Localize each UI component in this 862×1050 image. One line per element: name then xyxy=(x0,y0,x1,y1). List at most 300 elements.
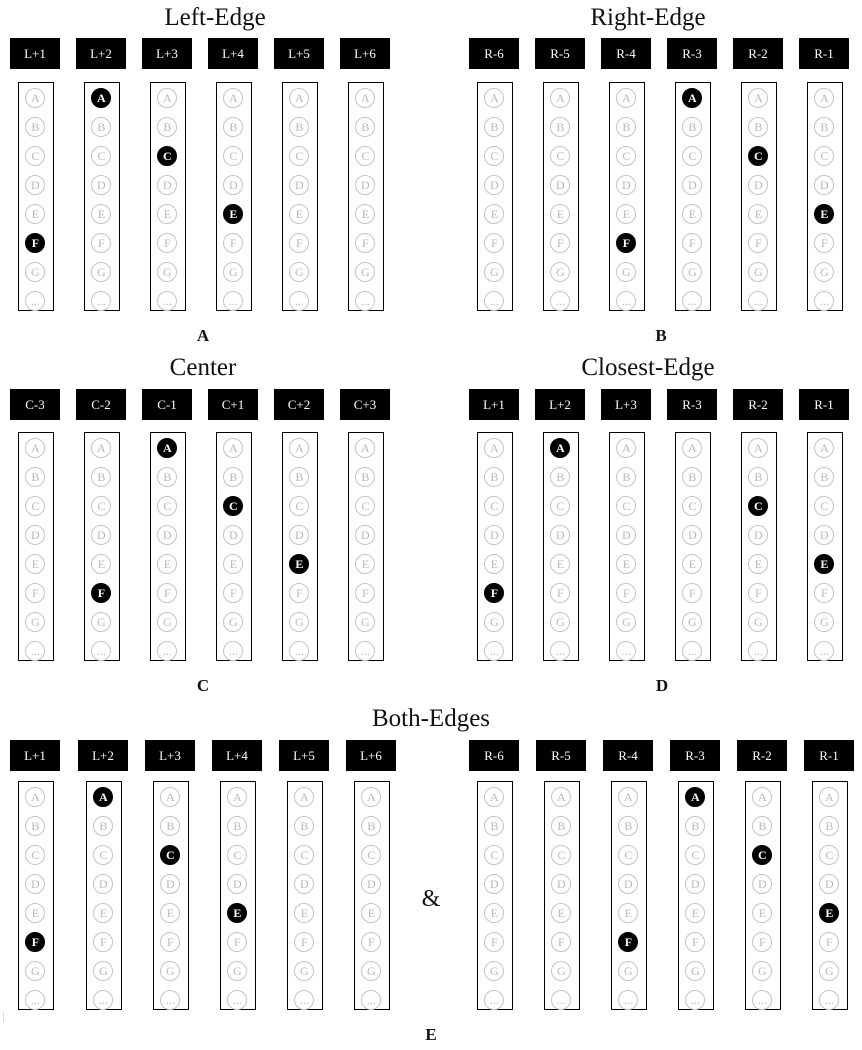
empty-slot-a: A xyxy=(748,438,768,458)
empty-slot-c: C xyxy=(223,146,243,166)
empty-slot-a: A xyxy=(682,438,702,458)
slot-column-e-right-5 xyxy=(812,781,848,1010)
empty-slot-a: A xyxy=(819,787,839,807)
slot-column-e-left-5 xyxy=(354,781,390,1010)
empty-slot-e: E xyxy=(91,554,111,574)
empty-slot-more: ... xyxy=(223,641,243,661)
column-label-b-3: R-3 xyxy=(667,38,717,69)
empty-slot-d: D xyxy=(91,175,111,195)
slot-column-e-right-1 xyxy=(544,781,580,1010)
empty-slot-c: C xyxy=(484,845,504,865)
slot-column-a-2 xyxy=(150,82,186,311)
empty-slot-g: G xyxy=(160,961,180,981)
empty-slot-f: F xyxy=(157,583,177,603)
empty-slot-d: D xyxy=(814,525,834,545)
panel-letter-b: B xyxy=(655,326,667,345)
slot-column-c-5 xyxy=(348,432,384,661)
empty-slot-f: F xyxy=(682,233,702,253)
empty-slot-b: B xyxy=(294,816,314,836)
empty-slot-g: G xyxy=(618,961,638,981)
empty-slot-d: D xyxy=(551,874,571,894)
empty-slot-f: F xyxy=(550,583,570,603)
empty-slot-e: E xyxy=(355,204,375,224)
empty-slot-c: C xyxy=(361,845,381,865)
empty-slot-more: ... xyxy=(93,990,113,1010)
empty-slot-d: D xyxy=(355,525,375,545)
empty-slot-g: G xyxy=(227,961,247,981)
filled-slot-e: E xyxy=(819,903,839,923)
slot-column-d-4 xyxy=(741,432,777,661)
slot-column-d-3 xyxy=(675,432,711,661)
empty-slot-c: C xyxy=(294,845,314,865)
empty-slot-f: F xyxy=(682,583,702,603)
column-label-e-right-5: R-1 xyxy=(804,740,854,771)
empty-slot-g: G xyxy=(752,961,772,981)
empty-slot-d: D xyxy=(355,175,375,195)
empty-slot-b: B xyxy=(223,467,243,487)
empty-slot-a: A xyxy=(361,787,381,807)
filled-slot-c: C xyxy=(160,845,180,865)
filled-slot-a: A xyxy=(685,787,705,807)
panel-title-left-edge: Left-Edge xyxy=(164,4,266,31)
empty-slot-c: C xyxy=(355,146,375,166)
empty-slot-f: F xyxy=(93,932,113,952)
filled-slot-e: E xyxy=(814,554,834,574)
empty-slot-a: A xyxy=(484,88,504,108)
empty-slot-d: D xyxy=(616,525,636,545)
empty-slot-d: D xyxy=(484,525,504,545)
empty-slot-more: ... xyxy=(616,641,636,661)
empty-slot-f: F xyxy=(484,932,504,952)
empty-slot-d: D xyxy=(616,175,636,195)
empty-slot-d: D xyxy=(25,525,45,545)
filled-slot-a: A xyxy=(91,88,111,108)
column-label-e-left-1: L+2 xyxy=(78,740,128,771)
empty-slot-d: D xyxy=(25,175,45,195)
column-label-e-left-0: L+1 xyxy=(10,740,60,771)
empty-slot-e: E xyxy=(682,204,702,224)
empty-slot-c: C xyxy=(682,146,702,166)
empty-slot-a: A xyxy=(25,438,45,458)
empty-slot-more: ... xyxy=(682,641,702,661)
empty-slot-more: ... xyxy=(91,641,111,661)
empty-slot-b: B xyxy=(355,117,375,137)
empty-slot-e: E xyxy=(25,903,45,923)
empty-slot-c: C xyxy=(25,146,45,166)
column-label-c-3: C+1 xyxy=(208,389,258,420)
empty-slot-c: C xyxy=(616,496,636,516)
empty-slot-c: C xyxy=(616,146,636,166)
column-label-c-1: C-2 xyxy=(76,389,126,420)
empty-slot-f: F xyxy=(484,233,504,253)
empty-slot-a: A xyxy=(814,438,834,458)
panel-letter-a: A xyxy=(196,326,210,345)
empty-slot-e: E xyxy=(616,554,636,574)
empty-slot-f: F xyxy=(361,932,381,952)
filled-slot-e: E xyxy=(227,903,247,923)
empty-slot-b: B xyxy=(814,467,834,487)
filled-slot-f: F xyxy=(616,233,636,253)
slot-column-e-right-2 xyxy=(611,781,647,1010)
column-label-a-2: L+3 xyxy=(142,38,192,69)
empty-slot-f: F xyxy=(227,932,247,952)
empty-slot-a: A xyxy=(814,88,834,108)
panel-title-center: Center xyxy=(169,354,237,381)
empty-slot-b: B xyxy=(752,816,772,836)
slot-column-c-0 xyxy=(18,432,54,661)
empty-slot-more: ... xyxy=(819,990,839,1010)
column-label-d-3: R-3 xyxy=(667,389,717,420)
empty-slot-d: D xyxy=(294,874,314,894)
slot-column-e-right-0 xyxy=(477,781,513,1010)
empty-slot-c: C xyxy=(91,496,111,516)
empty-slot-f: F xyxy=(160,932,180,952)
empty-slot-a: A xyxy=(223,88,243,108)
empty-slot-more: ... xyxy=(157,291,177,311)
panel-title-both-edges: Both-Edges xyxy=(371,705,491,732)
filled-slot-f: F xyxy=(25,932,45,952)
empty-slot-e: E xyxy=(484,554,504,574)
empty-slot-a: A xyxy=(91,438,111,458)
empty-slot-e: E xyxy=(551,903,571,923)
empty-slot-b: B xyxy=(484,117,504,137)
empty-slot-more: ... xyxy=(361,990,381,1010)
slot-column-a-3 xyxy=(216,82,252,311)
empty-slot-g: G xyxy=(25,262,45,282)
column-label-e-left-5: L+6 xyxy=(346,740,396,771)
column-label-c-2: C-1 xyxy=(142,389,192,420)
empty-slot-d: D xyxy=(819,874,839,894)
slot-column-c-2 xyxy=(150,432,186,661)
empty-slot-g: G xyxy=(157,262,177,282)
empty-slot-e: E xyxy=(685,903,705,923)
empty-slot-more: ... xyxy=(748,291,768,311)
empty-slot-more: ... xyxy=(618,990,638,1010)
empty-slot-d: D xyxy=(550,175,570,195)
empty-slot-e: E xyxy=(752,903,772,923)
empty-slot-e: E xyxy=(616,204,636,224)
empty-slot-g: G xyxy=(355,262,375,282)
empty-slot-g: G xyxy=(294,961,314,981)
empty-slot-more: ... xyxy=(355,291,375,311)
empty-slot-b: B xyxy=(93,816,113,836)
empty-slot-f: F xyxy=(355,583,375,603)
empty-slot-b: B xyxy=(819,816,839,836)
panel-letter-c: C xyxy=(196,676,210,695)
panel-letter-e: E xyxy=(425,1025,437,1044)
empty-slot-g: G xyxy=(223,262,243,282)
slot-column-e-left-2 xyxy=(153,781,189,1010)
empty-slot-f: F xyxy=(748,583,768,603)
empty-slot-b: B xyxy=(289,117,309,137)
slot-column-c-4 xyxy=(282,432,318,661)
empty-slot-more: ... xyxy=(157,641,177,661)
slot-column-e-left-3 xyxy=(220,781,256,1010)
empty-slot-b: B xyxy=(289,467,309,487)
empty-slot-b: B xyxy=(361,816,381,836)
empty-slot-b: B xyxy=(25,117,45,137)
both-edges-connector: & xyxy=(421,886,441,912)
empty-slot-b: B xyxy=(748,117,768,137)
column-label-a-4: L+5 xyxy=(274,38,324,69)
empty-slot-e: E xyxy=(484,903,504,923)
empty-slot-a: A xyxy=(289,88,309,108)
empty-slot-g: G xyxy=(748,262,768,282)
empty-slot-e: E xyxy=(550,554,570,574)
empty-slot-more: ... xyxy=(814,291,834,311)
empty-slot-e: E xyxy=(93,903,113,923)
empty-slot-more: ... xyxy=(484,641,504,661)
filled-slot-e: E xyxy=(814,204,834,224)
slot-column-b-1 xyxy=(543,82,579,311)
edge-tick-mark xyxy=(3,1012,4,1022)
empty-slot-d: D xyxy=(618,874,638,894)
empty-slot-g: G xyxy=(616,612,636,632)
empty-slot-e: E xyxy=(361,903,381,923)
empty-slot-f: F xyxy=(752,932,772,952)
empty-slot-more: ... xyxy=(682,291,702,311)
filled-slot-a: A xyxy=(550,438,570,458)
empty-slot-more: ... xyxy=(752,990,772,1010)
empty-slot-more: ... xyxy=(91,291,111,311)
empty-slot-g: G xyxy=(91,612,111,632)
empty-slot-b: B xyxy=(227,816,247,836)
empty-slot-g: G xyxy=(157,612,177,632)
slot-column-b-2 xyxy=(609,82,645,311)
empty-slot-c: C xyxy=(814,496,834,516)
empty-slot-f: F xyxy=(25,583,45,603)
empty-slot-d: D xyxy=(223,175,243,195)
slot-column-d-2 xyxy=(609,432,645,661)
empty-slot-g: G xyxy=(819,961,839,981)
empty-slot-d: D xyxy=(157,175,177,195)
empty-slot-more: ... xyxy=(685,990,705,1010)
empty-slot-b: B xyxy=(618,816,638,836)
empty-slot-g: G xyxy=(25,612,45,632)
slot-column-e-left-4 xyxy=(287,781,323,1010)
empty-slot-e: E xyxy=(289,204,309,224)
slot-column-e-right-4 xyxy=(745,781,781,1010)
empty-slot-d: D xyxy=(223,525,243,545)
empty-slot-f: F xyxy=(91,233,111,253)
empty-slot-e: E xyxy=(25,204,45,224)
empty-slot-d: D xyxy=(93,874,113,894)
filled-slot-c: C xyxy=(748,146,768,166)
empty-slot-more: ... xyxy=(551,990,571,1010)
empty-slot-more: ... xyxy=(25,641,45,661)
empty-slot-b: B xyxy=(355,467,375,487)
empty-slot-a: A xyxy=(355,88,375,108)
empty-slot-f: F xyxy=(551,932,571,952)
empty-slot-more: ... xyxy=(484,990,504,1010)
slot-column-a-4 xyxy=(282,82,318,311)
slot-column-e-right-3 xyxy=(678,781,714,1010)
empty-slot-c: C xyxy=(550,496,570,516)
empty-slot-g: G xyxy=(748,612,768,632)
empty-slot-b: B xyxy=(157,467,177,487)
empty-slot-b: B xyxy=(616,467,636,487)
empty-slot-b: B xyxy=(160,816,180,836)
empty-slot-e: E xyxy=(160,903,180,923)
filled-slot-c: C xyxy=(157,146,177,166)
empty-slot-e: E xyxy=(748,554,768,574)
empty-slot-c: C xyxy=(25,845,45,865)
filled-slot-a: A xyxy=(682,88,702,108)
slot-column-c-1 xyxy=(84,432,120,661)
column-label-c-5: C+3 xyxy=(340,389,390,420)
empty-slot-more: ... xyxy=(289,291,309,311)
filled-slot-f: F xyxy=(91,583,111,603)
column-label-a-1: L+2 xyxy=(76,38,126,69)
empty-slot-g: G xyxy=(551,961,571,981)
empty-slot-more: ... xyxy=(484,291,504,311)
slot-column-a-0 xyxy=(18,82,54,311)
panel-title-right-edge: Right-Edge xyxy=(590,4,706,31)
empty-slot-f: F xyxy=(550,233,570,253)
slot-column-b-3 xyxy=(675,82,711,311)
empty-slot-f: F xyxy=(355,233,375,253)
filled-slot-e: E xyxy=(289,554,309,574)
empty-slot-d: D xyxy=(289,525,309,545)
slot-column-a-1 xyxy=(84,82,120,311)
panel-letter-d: D xyxy=(655,676,669,695)
empty-slot-a: A xyxy=(616,438,636,458)
column-label-a-3: L+4 xyxy=(208,38,258,69)
column-label-b-4: R-2 xyxy=(733,38,783,69)
empty-slot-d: D xyxy=(682,175,702,195)
empty-slot-f: F xyxy=(223,233,243,253)
panel-title-closest-edge: Closest-Edge xyxy=(581,354,715,381)
empty-slot-d: D xyxy=(685,874,705,894)
empty-slot-f: F xyxy=(814,233,834,253)
empty-slot-g: G xyxy=(25,961,45,981)
empty-slot-d: D xyxy=(157,525,177,545)
empty-slot-b: B xyxy=(682,467,702,487)
slot-column-b-4 xyxy=(741,82,777,311)
empty-slot-a: A xyxy=(748,88,768,108)
column-label-b-0: R-6 xyxy=(469,38,519,69)
column-label-d-1: L+2 xyxy=(535,389,585,420)
empty-slot-b: B xyxy=(25,467,45,487)
slot-column-c-3 xyxy=(216,432,252,661)
column-label-e-right-2: R-4 xyxy=(603,740,653,771)
column-label-b-5: R-1 xyxy=(799,38,849,69)
empty-slot-e: E xyxy=(618,903,638,923)
empty-slot-a: A xyxy=(484,438,504,458)
empty-slot-d: D xyxy=(484,874,504,894)
empty-slot-f: F xyxy=(157,233,177,253)
empty-slot-e: E xyxy=(223,554,243,574)
empty-slot-c: C xyxy=(91,146,111,166)
empty-slot-b: B xyxy=(550,467,570,487)
filled-slot-a: A xyxy=(93,787,113,807)
empty-slot-f: F xyxy=(616,583,636,603)
empty-slot-b: B xyxy=(484,816,504,836)
empty-slot-d: D xyxy=(361,874,381,894)
empty-slot-c: C xyxy=(685,845,705,865)
empty-slot-g: G xyxy=(361,961,381,981)
empty-slot-f: F xyxy=(748,233,768,253)
empty-slot-more: ... xyxy=(748,641,768,661)
empty-slot-b: B xyxy=(484,467,504,487)
empty-slot-g: G xyxy=(685,961,705,981)
empty-slot-d: D xyxy=(91,525,111,545)
empty-slot-more: ... xyxy=(550,641,570,661)
empty-slot-c: C xyxy=(551,845,571,865)
empty-slot-e: E xyxy=(355,554,375,574)
slot-column-e-left-1 xyxy=(86,781,122,1010)
empty-slot-a: A xyxy=(550,88,570,108)
empty-slot-f: F xyxy=(814,583,834,603)
empty-slot-g: G xyxy=(484,262,504,282)
column-label-d-4: R-2 xyxy=(733,389,783,420)
empty-slot-a: A xyxy=(616,88,636,108)
empty-slot-c: C xyxy=(355,496,375,516)
filled-slot-e: E xyxy=(223,204,243,224)
empty-slot-c: C xyxy=(289,146,309,166)
column-label-d-5: R-1 xyxy=(799,389,849,420)
empty-slot-a: A xyxy=(25,787,45,807)
empty-slot-c: C xyxy=(819,845,839,865)
empty-slot-a: A xyxy=(289,438,309,458)
empty-slot-d: D xyxy=(748,525,768,545)
slot-column-d-0 xyxy=(477,432,513,661)
empty-slot-a: A xyxy=(618,787,638,807)
empty-slot-e: E xyxy=(91,204,111,224)
empty-slot-f: F xyxy=(289,233,309,253)
empty-slot-c: C xyxy=(227,845,247,865)
empty-slot-d: D xyxy=(25,874,45,894)
empty-slot-a: A xyxy=(227,787,247,807)
empty-slot-a: A xyxy=(551,787,571,807)
column-label-e-left-2: L+3 xyxy=(145,740,195,771)
empty-slot-g: G xyxy=(289,262,309,282)
empty-slot-b: B xyxy=(616,117,636,137)
empty-slot-b: B xyxy=(551,816,571,836)
empty-slot-d: D xyxy=(682,525,702,545)
column-label-a-5: L+6 xyxy=(340,38,390,69)
empty-slot-g: G xyxy=(550,262,570,282)
empty-slot-e: E xyxy=(25,554,45,574)
empty-slot-b: B xyxy=(748,467,768,487)
column-label-e-left-4: L+5 xyxy=(279,740,329,771)
column-label-e-right-4: R-2 xyxy=(737,740,787,771)
empty-slot-g: G xyxy=(93,961,113,981)
empty-slot-d: D xyxy=(484,175,504,195)
empty-slot-e: E xyxy=(157,554,177,574)
column-label-d-2: L+3 xyxy=(601,389,651,420)
empty-slot-more: ... xyxy=(223,291,243,311)
empty-slot-d: D xyxy=(289,175,309,195)
slot-column-d-1 xyxy=(543,432,579,661)
empty-slot-g: G xyxy=(814,612,834,632)
empty-slot-more: ... xyxy=(227,990,247,1010)
empty-slot-more: ... xyxy=(25,990,45,1010)
empty-slot-d: D xyxy=(160,874,180,894)
empty-slot-b: B xyxy=(91,467,111,487)
empty-slot-d: D xyxy=(814,175,834,195)
empty-slot-g: G xyxy=(289,612,309,632)
empty-slot-g: G xyxy=(682,262,702,282)
empty-slot-b: B xyxy=(814,117,834,137)
empty-slot-b: B xyxy=(91,117,111,137)
slot-column-d-5 xyxy=(807,432,843,661)
empty-slot-a: A xyxy=(160,787,180,807)
column-label-b-2: R-4 xyxy=(601,38,651,69)
empty-slot-e: E xyxy=(748,204,768,224)
empty-slot-g: G xyxy=(814,262,834,282)
column-label-b-1: R-5 xyxy=(535,38,585,69)
